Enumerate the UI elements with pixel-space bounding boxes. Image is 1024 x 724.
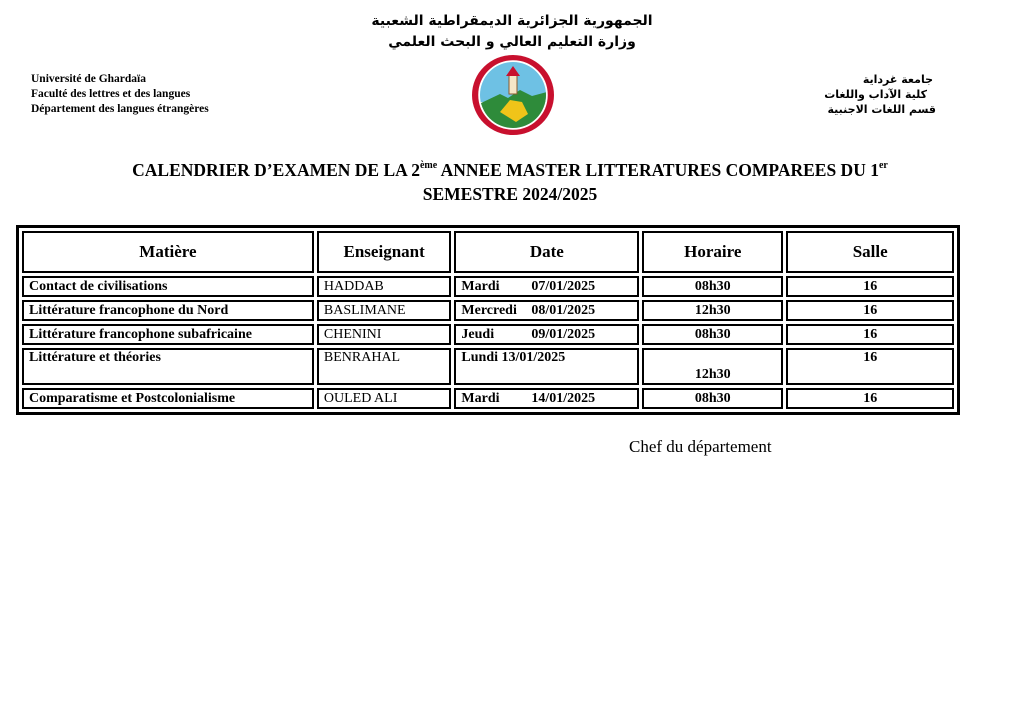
department-name: Département des langues étrangères xyxy=(31,103,209,115)
exam-calendar-table xyxy=(16,225,960,415)
cell-date-value: 07/01/2025 xyxy=(531,278,596,294)
cell-date xyxy=(454,300,639,321)
table-row xyxy=(22,276,954,297)
cell-day: Mardi xyxy=(461,278,500,294)
university-name-ar: جامعة غرداية xyxy=(862,73,933,86)
cell-horaire: 12h30 xyxy=(642,348,783,385)
cell-enseignant: BENRAHAL xyxy=(317,348,452,385)
department-name-ar: قسم اللغات الاجنبية xyxy=(827,103,936,116)
cell-date xyxy=(454,324,639,345)
header-salle: Salle xyxy=(786,231,954,273)
arabic-header-line2: وزارة التعليم العالي و البحث العلمي xyxy=(388,34,636,50)
cell-date-value: 13/01/2025 xyxy=(501,350,566,365)
title-line1: CALENDRIER D’EXAMEN DE LA 2ème ANNEE MASTER LITTERATURES COMPAREES DU 1er xyxy=(132,160,888,180)
cell-salle: 16 xyxy=(786,348,954,385)
cell-date xyxy=(454,388,639,409)
cell-horaire: 08h30 xyxy=(642,388,783,409)
cell-enseignant: BASLIMANE xyxy=(317,300,452,321)
title-line2: SEMESTRE 2024/2025 xyxy=(422,184,598,204)
university-name: Université de Ghardaïa xyxy=(31,73,146,85)
institution-fr xyxy=(31,72,209,117)
header-date: Date xyxy=(454,231,639,273)
cell-date xyxy=(454,348,639,385)
cell-matiere: Littérature francophone du Nord xyxy=(22,300,314,321)
cell-matiere: Contact de civilisations xyxy=(22,276,314,297)
page-title xyxy=(60,158,960,206)
cell-enseignant: CHENINI xyxy=(317,324,452,345)
table-row xyxy=(22,388,954,409)
cell-date xyxy=(454,276,639,297)
cell-day: Lundi xyxy=(461,350,498,365)
cell-day: Mardi xyxy=(461,390,500,406)
cell-matiere: Comparatisme et Postcolonialisme xyxy=(22,388,314,409)
header-matiere: Matière xyxy=(22,231,314,273)
table-row xyxy=(22,348,954,385)
faculty-name-ar: كلية الآداب واللغات xyxy=(824,88,927,101)
cell-horaire: 08h30 xyxy=(642,324,783,345)
table-row xyxy=(22,324,954,345)
cell-date-value: 14/01/2025 xyxy=(531,390,596,406)
cell-matiere: Littérature francophone subafricaine xyxy=(22,324,314,345)
cell-enseignant: OULED ALI xyxy=(317,388,452,409)
header-horaire: Horaire xyxy=(642,231,783,273)
cell-date-value: 09/01/2025 xyxy=(531,326,596,342)
cell-day: Jeudi xyxy=(461,326,495,342)
university-seal-icon xyxy=(470,54,556,136)
cell-date-value: 08/01/2025 xyxy=(531,302,596,318)
cell-salle: 16 xyxy=(786,276,954,297)
arabic-header-line1: الجمهورية الجزائرية الديمقراطية الشعبية xyxy=(371,13,653,29)
table-row xyxy=(22,300,954,321)
cell-day: Mercredi xyxy=(461,302,517,318)
header-enseignant: Enseignant xyxy=(317,231,452,273)
cell-horaire: 08h30 xyxy=(642,276,783,297)
cell-salle: 16 xyxy=(786,388,954,409)
institution-ar xyxy=(733,72,936,117)
table-header-row xyxy=(22,231,954,273)
cell-salle: 16 xyxy=(786,300,954,321)
cell-matiere: Littérature et théories xyxy=(22,348,314,385)
cell-enseignant: HADDAB xyxy=(317,276,452,297)
signature-label: Chef du département xyxy=(629,437,772,456)
cell-horaire: 12h30 xyxy=(642,300,783,321)
cell-salle: 16 xyxy=(786,324,954,345)
faculty-name: Faculté des lettres et des langues xyxy=(31,88,191,100)
